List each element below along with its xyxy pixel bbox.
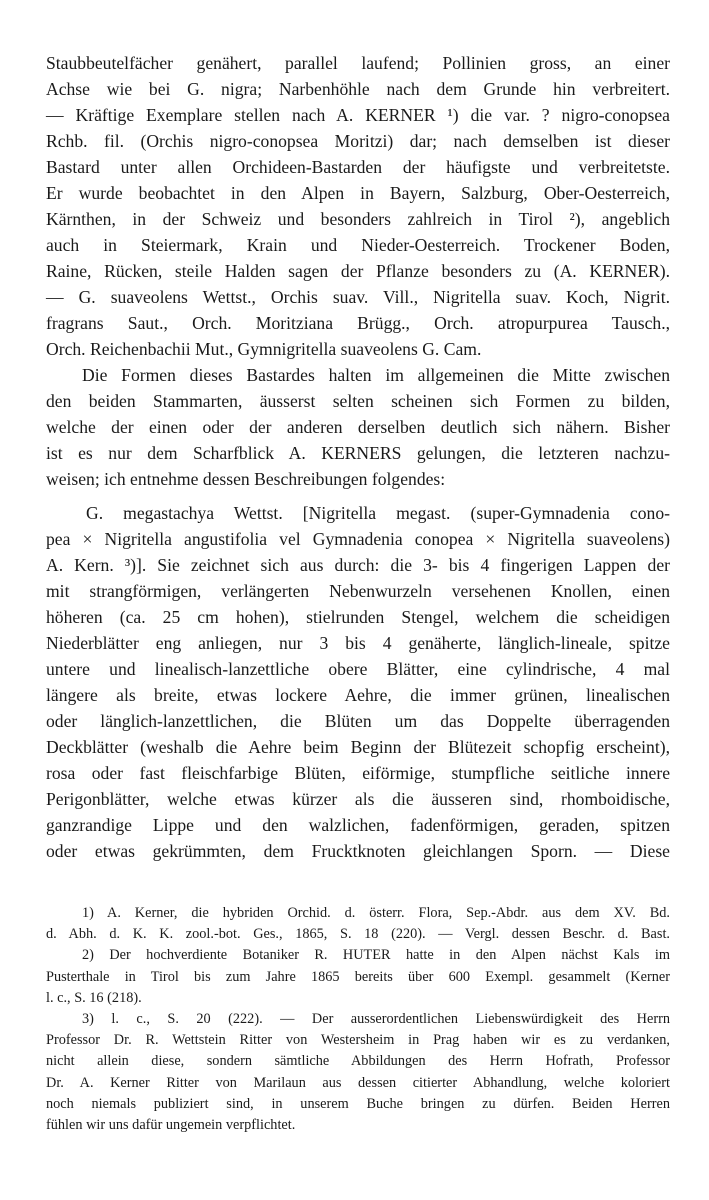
footnote-3 — [46, 1009, 670, 1136]
text-line: rosa oder fast fleischfarbige Blüten, eiförmige, stumpfliche seitliche innere — [46, 763, 670, 783]
footnote-line: 1) A. Kerner, die hybriden Orchid. d. österr. Flora, Sep.-Abdr. aus dem XV. Bd. — [82, 905, 670, 921]
text-line: Deckblätter (weshalb die Aehre beim Beginn der Blütezeit schopfig erscheint), — [46, 737, 670, 757]
text-line: — Kräftige Exemplare stellen nach A. KERNER ¹) die var. ? nigro-conopsea — [46, 105, 670, 125]
footnote-line: nicht allein diese, sondern sämtliche Abbildungen des Herrn Hofrath, Professor — [46, 1053, 670, 1070]
text-line: Er wurde beobachtet in den Alpen in Bayern, Salzburg, Ober-Oesterreich, — [46, 183, 670, 203]
paragraph-1 — [46, 50, 670, 362]
footnote-line: 2) Der hochverdiente Botaniker R. HUTER hatte in den Alpen nächst Kals im — [82, 947, 670, 964]
text-line: Die Formen dieses Bastardes halten im allgemeinen die Mitte zwischen — [82, 365, 670, 385]
text-line: ist es nur dem Scharfblick A. KERNERS gelungen, die letzteren nachzu- — [46, 443, 670, 463]
text-line: oder länglich-lanzettlichen, die Blüten um das Doppelte überragenden — [46, 711, 670, 731]
footnote-line: Pusterthale in Tirol bis zum Jahre 1865 bereits über 600 Exempl. gesammelt (Kerner — [46, 968, 670, 985]
main-text — [46, 50, 670, 864]
text-line: — G. suaveolens Wettst., Orchis suav. Vill., Nigritella suav. Koch, Nigrit. — [46, 287, 670, 307]
text-line: längere als breite, etwas lockere Aehre, die immer grünen, linealischen — [46, 685, 670, 705]
text-line-heading: G. megastachya Wettst. [Nigritella megast. (super-Gymnadenia cono- — [86, 503, 670, 523]
text-line: weisen; ich entnehme dessen Beschreibungen folgendes: — [46, 469, 446, 489]
text-line: Kärnthen, in der Schweiz und besonders zahlreich in Tirol ²), angeblich — [46, 209, 670, 229]
text-line: ganzrandige Lippe und den walzlichen, fadenförmigen, geraden, spitzen — [46, 815, 670, 835]
text-line: Bastard unter allen Orchideen-Bastarden der häufigste und verbreitetste. — [46, 157, 670, 177]
text-line: Raine, Rücken, steile Halden sagen der Pflanze besonders zu (A. KERNER). — [46, 261, 670, 281]
text-line: A. Kern. ³)]. Sie zeichnet sich aus durch: die 3- bis 4 fingerigen Lappen der — [46, 555, 670, 575]
text-line: Achse wie bei G. nigra; Narbenhöhle nach dem Grunde hin verbreitert. — [46, 79, 670, 99]
text-line: pea × Nigritella angustifolia vel Gymnadenia conopea × Nigritella suaveolens) — [46, 529, 670, 549]
footnote-line: 3) l. c., S. 20 (222). — Der ausserordentlichen Liebenswürdigkeit des Herrn — [82, 1010, 670, 1027]
text-line: fragrans Saut., Orch. Moritziana Brügg., Orch. atropurpurea Tausch., — [46, 313, 670, 333]
text-line: oder etwas gekrümmten, dem Frucktknoten gleichlangen Sporn. — Diese — [46, 841, 670, 861]
footnote-line: l. c., S. 16 (218). — [46, 989, 142, 1006]
text-line: Orch. Reichenbachii Mut., Gymnigritella suaveolens G. Cam. — [46, 339, 482, 359]
footnote-1 — [46, 903, 670, 945]
text-line: Perigonblätter, welche etwas kürzer als die äusseren sind, rhomboidische, — [46, 789, 670, 809]
footnote-line: fühlen wir uns dafür ungemein verpflichtet. — [46, 1116, 296, 1133]
text-line: welche der einen oder der anderen derselben deutlich sich nähern. Bisher — [46, 417, 670, 437]
paragraph-3 — [46, 500, 670, 864]
footnote-line: Dr. A. Kerner Ritter von Marilaun aus dessen citierter Abhandlung, welche koloriert — [46, 1074, 670, 1091]
text-line: untere und linealisch-lanzettliche obere Blätter, eine cylindrische, 4 mal — [46, 659, 670, 679]
footnotes — [46, 903, 670, 1136]
text-line: höheren (ca. 25 cm hohen), stielrunden Stengel, welchem die scheidigen — [46, 607, 670, 627]
footnote-line: noch niemals publiziert sind, in unserem Buche bringen zu dürfen. Beiden Herren — [46, 1095, 670, 1112]
text-line: den beiden Stammarten, äusserst selten scheinen sich Formen zu bilden, — [46, 391, 670, 411]
footnote-line: d. Abh. d. K. K. zool.-bot. Ges., 1865, S. 18 (220). — Vergl. dessen Beschr. d. Bast. — [46, 926, 670, 943]
text-line: Rchb. fil. (Orchis nigro-conopsea Moritzi) dar; nach demselben ist dieser — [46, 131, 670, 151]
text-line: Staubbeutelfächer genähert, parallel laufend; Pollinien gross, an einer — [46, 53, 670, 73]
text-line: auch in Steiermark, Krain und Nieder-Oesterreich. Trockener Boden, — [46, 235, 670, 255]
footnote-line: Professor Dr. R. Wettstein Ritter von Westersheim in Prag haben wir es zu verdanken, — [46, 1032, 670, 1049]
text-line: Niederblätter eng anliegen, nur 3 bis 4 genäherte, länglich-lineale, spitze — [46, 633, 670, 653]
text-line: mit strangförmigen, verlängerten Nebenwurzeln versehenen Knollen, einen — [46, 581, 670, 601]
footnote-2 — [46, 945, 670, 1009]
paragraph-2 — [46, 362, 670, 492]
